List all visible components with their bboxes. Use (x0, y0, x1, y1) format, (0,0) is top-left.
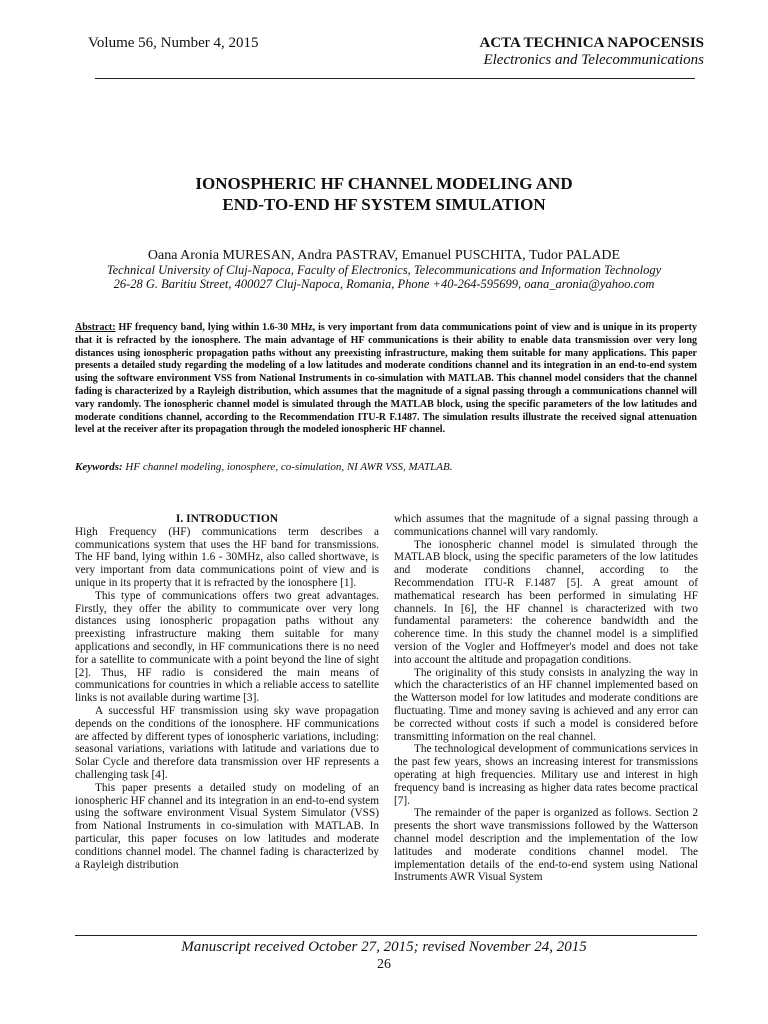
paragraph: This type of communications offers two great advantages. Firstly, they offer the ability to communicate over very long distances using ionospheric propagation paths without any preexisting infrastructure making them suitable for many applications and secondly, in HF communications there is no need for a satellite to communicate with a point beyond the line of sight [2]. Thus, HF radio is considered the main means of communications for countries in which a reliable access to satellite links is not available during wartime [3]. (75, 589, 379, 705)
paragraph: The remainder of the paper is organized as follows. Section 2 presents the short wave transmissions followed by the Watterson channel model description and the implementation of the low latitudes and moderate conditions channel model. The implementation details of the end-to-end system using National Instruments AWR Visual System (394, 807, 698, 884)
abstract-text: HF frequency band, lying within 1.6-30 MHz, is very important from data communications point of view and is unique in its property that it is refracted by the ionosphere. The main advantage of HF communications is their ability to enable data transmission over very long distances using ionospheric propagation paths without any preexisting infrastructure, making them suitable for many applications. This paper presents a detailed study regarding the modeling of a low latitudes and moderate conditions channel and its integration in an end-to-end system using the software environment VSS from National Instruments in co-simulation with MATLAB. This channel model considers that the channel fading is characterized by a Rayleigh distribution, which assumes that the magnitude of a signal passing through a communications channel will vary randomly. The ionospheric channel model is simulated through the MATLAB block, using the specific parameters of the low latitudes and moderate conditions channel, according to the Recommendation ITU-R F.1487. The simulation results illustrate the received signal attenuation level at the receiver after its propagation through the modeled ionospheric HF channel. (75, 322, 697, 436)
affiliation-line-2: 26-28 G. Baritiu Street, 400027 Cluj-Napoca, Romania, Phone +40-264-595699, oana_aronia@yahoo.com (113, 277, 655, 291)
paper-title (0, 173, 768, 215)
header-divider (95, 78, 695, 79)
paragraph: This paper presents a detailed study on modeling of an ionospheric HF channel and its integration in an end-to-end system using the software environment Visual System Simulator (VSS) from National Instruments in co-simulation with MATLAB. In particular, this paper focuses on low latitudes and moderate conditions channel model. The channel fading is characterized by a Rayleigh distribution (75, 781, 379, 871)
paragraph: High Frequency (HF) communications term describes a communications system that uses the HF band for transmissions. The HF band, lying within 1.6 - 30MHz, also called shortwave, is very important from data communications point of view and is unique in its property that it is refracted by the ionosphere [1]. (75, 525, 379, 589)
page-number: 26 (377, 957, 391, 972)
section-heading: I. INTRODUCTION (175, 513, 279, 525)
paragraph: The ionospheric channel model is simulated through the MATLAB block, using the specific parameters of the low latitudes and moderate conditions channel, according to the Recommendation ITU-R F.1487 [5]. A great amount of mathematical research has been performed in simulating HF channels. In [6], the HF channel is characterized with two fundamental parameters: the coherence bandwidth and the coherence time. In this study the channel model is a simplified version of the Vogler and Hoffmeyer's model and does not take into account the altitude and propagation conditions. (394, 538, 698, 666)
journal-volume: Volume 56, Number 4, 2015 (88, 35, 259, 51)
authors: Oana Aronia MURESAN, Andra PASTRAV, Emanuel PUSCHITA, Tudor PALADE (147, 248, 621, 263)
right-column (394, 513, 698, 884)
manuscript-note: Manuscript received October 27, 2015; revised November 24, 2015 (181, 939, 587, 955)
title-line-1: IONOSPHERIC HF CHANNEL MODELING AND (195, 174, 573, 193)
paragraph: The technological development of communications services in the past few years, shows an increasing interest for transmissions operating at high frequencies. Military use and interest in high frequency band is increasing as higher data rates become practical [7]. (394, 743, 698, 807)
keywords (75, 461, 697, 473)
abstract-label: Abstract: (75, 322, 116, 333)
paragraph: The originality of this study consists in analyzing the way in which the characteristics of an HF channel implemented based on the Watterson model for low latitudes and moderate conditions are fluctuating. Time and money saving is achieved and any error can be corrected without costs if such a model is considered before transmitting information on the real channel. (394, 666, 698, 743)
affiliation-line-1: Technical University of Cluj-Napoca, Faculty of Electronics, Telecommunications and Information Technology (106, 263, 662, 277)
journal-name: ACTA TECHNICA NAPOCENSIS (479, 35, 704, 51)
paragraph: A successful HF transmission using sky wave propagation depends on the conditions of the ionosphere. HF communications are affected by different types of ionospheric variations, including: seasonal variations, variations with latitude and variations due to Solar Cycle and therefore data transmission over HF represents a challenging task [4]. (75, 704, 379, 781)
footer-divider (75, 935, 697, 936)
abstract (75, 322, 697, 437)
keywords-label: Keywords: (75, 461, 123, 473)
title-line-2: END-TO-END HF SYSTEM SIMULATION (222, 195, 546, 214)
affiliation (0, 263, 768, 291)
left-column (75, 513, 379, 871)
keywords-text: HF channel modeling, ionosphere, co-simulation, NI AWR VSS, MATLAB. (122, 461, 453, 473)
paragraph: which assumes that the magnitude of a signal passing through a communications channel will vary randomly. (394, 513, 698, 538)
journal-subtitle: Electronics and Telecommunications (483, 52, 704, 68)
